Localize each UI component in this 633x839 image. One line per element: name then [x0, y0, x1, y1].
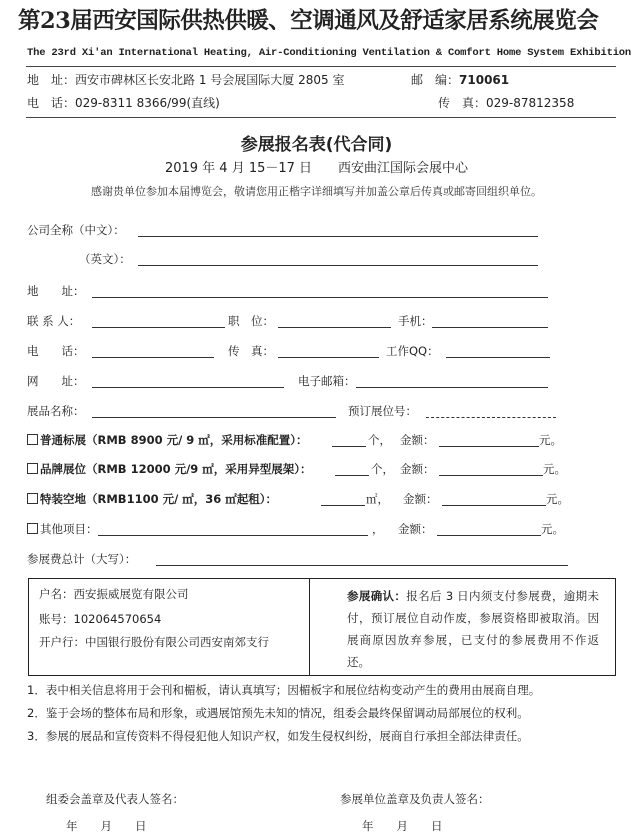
position-field[interactable] — [278, 327, 391, 328]
note-3: 3．参展的展品和宣传资料不得侵犯他人知识产权，如发生侵权纠纷，展商自行承担全部法律责任。 — [27, 729, 529, 743]
booth-no-field[interactable] — [426, 417, 556, 418]
email-field[interactable] — [356, 387, 548, 388]
header-divider — [26, 66, 616, 67]
address-value: 西安市碑林区长安北路 1 号会展国际大厦 2805 室 — [75, 73, 345, 87]
contact-person-label: 联 系 人： — [27, 314, 81, 328]
raw-space-currency: 元。 — [546, 492, 569, 506]
phone-value: 029-8311 8366/99(直线) — [75, 96, 220, 110]
exhibitor-date: 年 月 日 — [362, 819, 443, 833]
other-items-field[interactable] — [98, 535, 368, 536]
website-label: 网 址： — [27, 374, 85, 388]
booth-option-brand[interactable]: 品牌展位（RMB 12000 元/9 ㎡，采用异型展架）： — [27, 461, 312, 477]
postcode-value: 710061 — [459, 73, 510, 87]
booth-no-label: 预订展位号： — [348, 404, 417, 418]
payment-terms-box — [28, 578, 616, 676]
raw-space-area-field[interactable] — [321, 505, 365, 506]
standard-currency: 元。 — [539, 433, 562, 447]
website-field[interactable] — [92, 387, 284, 388]
checkbox-brand[interactable] — [27, 463, 38, 474]
booth-option-other[interactable]: 其他项目： — [27, 521, 98, 537]
event-date-venue: 2019 年 4 月 15－17 日 西安曲江国际会展中心 — [164, 161, 469, 176]
mobile-field[interactable] — [432, 327, 548, 328]
other-unit: ， — [372, 522, 384, 536]
other-currency: 元。 — [541, 522, 564, 536]
raw-space-amount-field[interactable] — [442, 505, 546, 506]
postcode-row — [411, 71, 509, 88]
participation-terms — [347, 585, 599, 673]
box-divider — [309, 579, 310, 675]
address-row — [27, 71, 344, 88]
company-cn-label: 公司全称（中文）： — [27, 223, 125, 237]
email-label: 电子邮箱： — [298, 374, 356, 388]
other-amount-field[interactable] — [437, 535, 541, 536]
total-fee-field[interactable] — [156, 565, 568, 566]
exhibition-title-en: The 23rd Xi'an International Heating, Air-Conditioning Ventilation & Comfort Home System Exhibition — [27, 47, 632, 59]
company-en-label: （英文）： — [79, 252, 131, 266]
contact-divider — [26, 117, 616, 118]
checkbox-standard[interactable] — [27, 434, 38, 445]
exhibitor-signature-label: 参展单位盖章及负责人签名： — [340, 792, 490, 806]
exhibit-name-label: 展品名称： — [27, 404, 85, 418]
company-address-label: 地 址： — [27, 284, 85, 298]
postcode-label: 邮 编： — [411, 73, 460, 87]
company-address-field[interactable] — [92, 297, 548, 298]
address-label: 地 址： — [27, 73, 76, 87]
exhibit-name-field[interactable] — [92, 417, 336, 418]
form-fax-field[interactable] — [278, 357, 379, 358]
brand-currency: 元。 — [543, 462, 566, 476]
exhibition-title-cn: 第23届西安国际供热供暖、空调通风及舒适家居系统展览会 — [18, 8, 599, 34]
mobile-label: 手机： — [398, 314, 433, 328]
other-amount-label: 金额： — [398, 522, 433, 536]
phone-label: 电 话： — [27, 96, 76, 110]
checkbox-raw-space[interactable] — [27, 493, 38, 504]
work-qq-field[interactable] — [446, 357, 550, 358]
note-1: 1．表中相关信息将用于会刊和楣板，请认真填写；因楣板字和展位结构变动产生的费用由展商自理。 — [27, 683, 541, 697]
raw-space-amount-label: 金额： — [403, 492, 438, 506]
contact-person-field[interactable] — [92, 327, 225, 328]
fax-row — [438, 94, 574, 111]
booth-option-standard[interactable]: 普通标展（RMB 8900 元/ 9 ㎡，采用标准配置）： — [27, 432, 308, 448]
fax-label: 传 真： — [438, 96, 487, 110]
standard-unit: 个， — [368, 433, 391, 447]
tel-field[interactable] — [92, 357, 214, 358]
terms-heading: 参展确认： — [347, 589, 407, 603]
standard-amount-label: 金额： — [400, 433, 435, 447]
company-en-field[interactable] — [138, 265, 538, 266]
organizer-date: 年 月 日 — [66, 819, 147, 833]
organizer-signature-label: 组委会盖章及代表人签名： — [46, 792, 184, 806]
booth-option-raw-space[interactable]: 特装空地（RMB1100 元/ ㎡，36 ㎡起租）： — [27, 491, 277, 507]
form-fax-label: 传 真： — [228, 344, 274, 358]
fax-value: 029-87812358 — [486, 96, 575, 110]
tel-label: 电 话： — [27, 344, 85, 358]
terms-text: 报名后 3 日内须支付参展费，逾期未付，预订展位自动作废，参展资格即被取消。因展商原因放弃参展，已支付的参展费用不作返还。 — [347, 589, 599, 669]
intro-note: 感谢贵单位参加本届博览会，敬请您用正楷字详细填写并加盖公章后传真或邮寄回组织单位。 — [91, 185, 542, 198]
form-title: 参展报名表(代合同) — [240, 135, 393, 155]
checkbox-other[interactable] — [27, 523, 38, 534]
phone-row — [27, 94, 220, 111]
raw-space-unit: ㎡， — [366, 492, 389, 506]
brand-amount-label: 金额： — [400, 462, 435, 476]
total-fee-label: 参展费总计（大写）： — [27, 552, 137, 566]
standard-qty-field[interactable] — [332, 446, 366, 447]
bank-name: 开户行：中国银行股份有限公司西安南郊支行 — [39, 635, 269, 649]
brand-qty-field[interactable] — [335, 475, 369, 476]
position-label: 职 位： — [228, 314, 274, 328]
work-qq-label: 工作QQ： — [386, 344, 439, 358]
note-2: 2．鉴于会场的整体布局和形象，或遇展馆预先未知的情况，组委会最终保留调动局部展位的权利。 — [27, 706, 529, 720]
brand-amount-field[interactable] — [439, 475, 543, 476]
brand-unit: 个， — [371, 462, 394, 476]
account-number: 账号：102064570654 — [39, 612, 162, 626]
account-name: 户名：西安振威展览有限公司 — [39, 587, 189, 601]
standard-amount-field[interactable] — [439, 446, 539, 447]
company-cn-field[interactable] — [138, 236, 538, 237]
